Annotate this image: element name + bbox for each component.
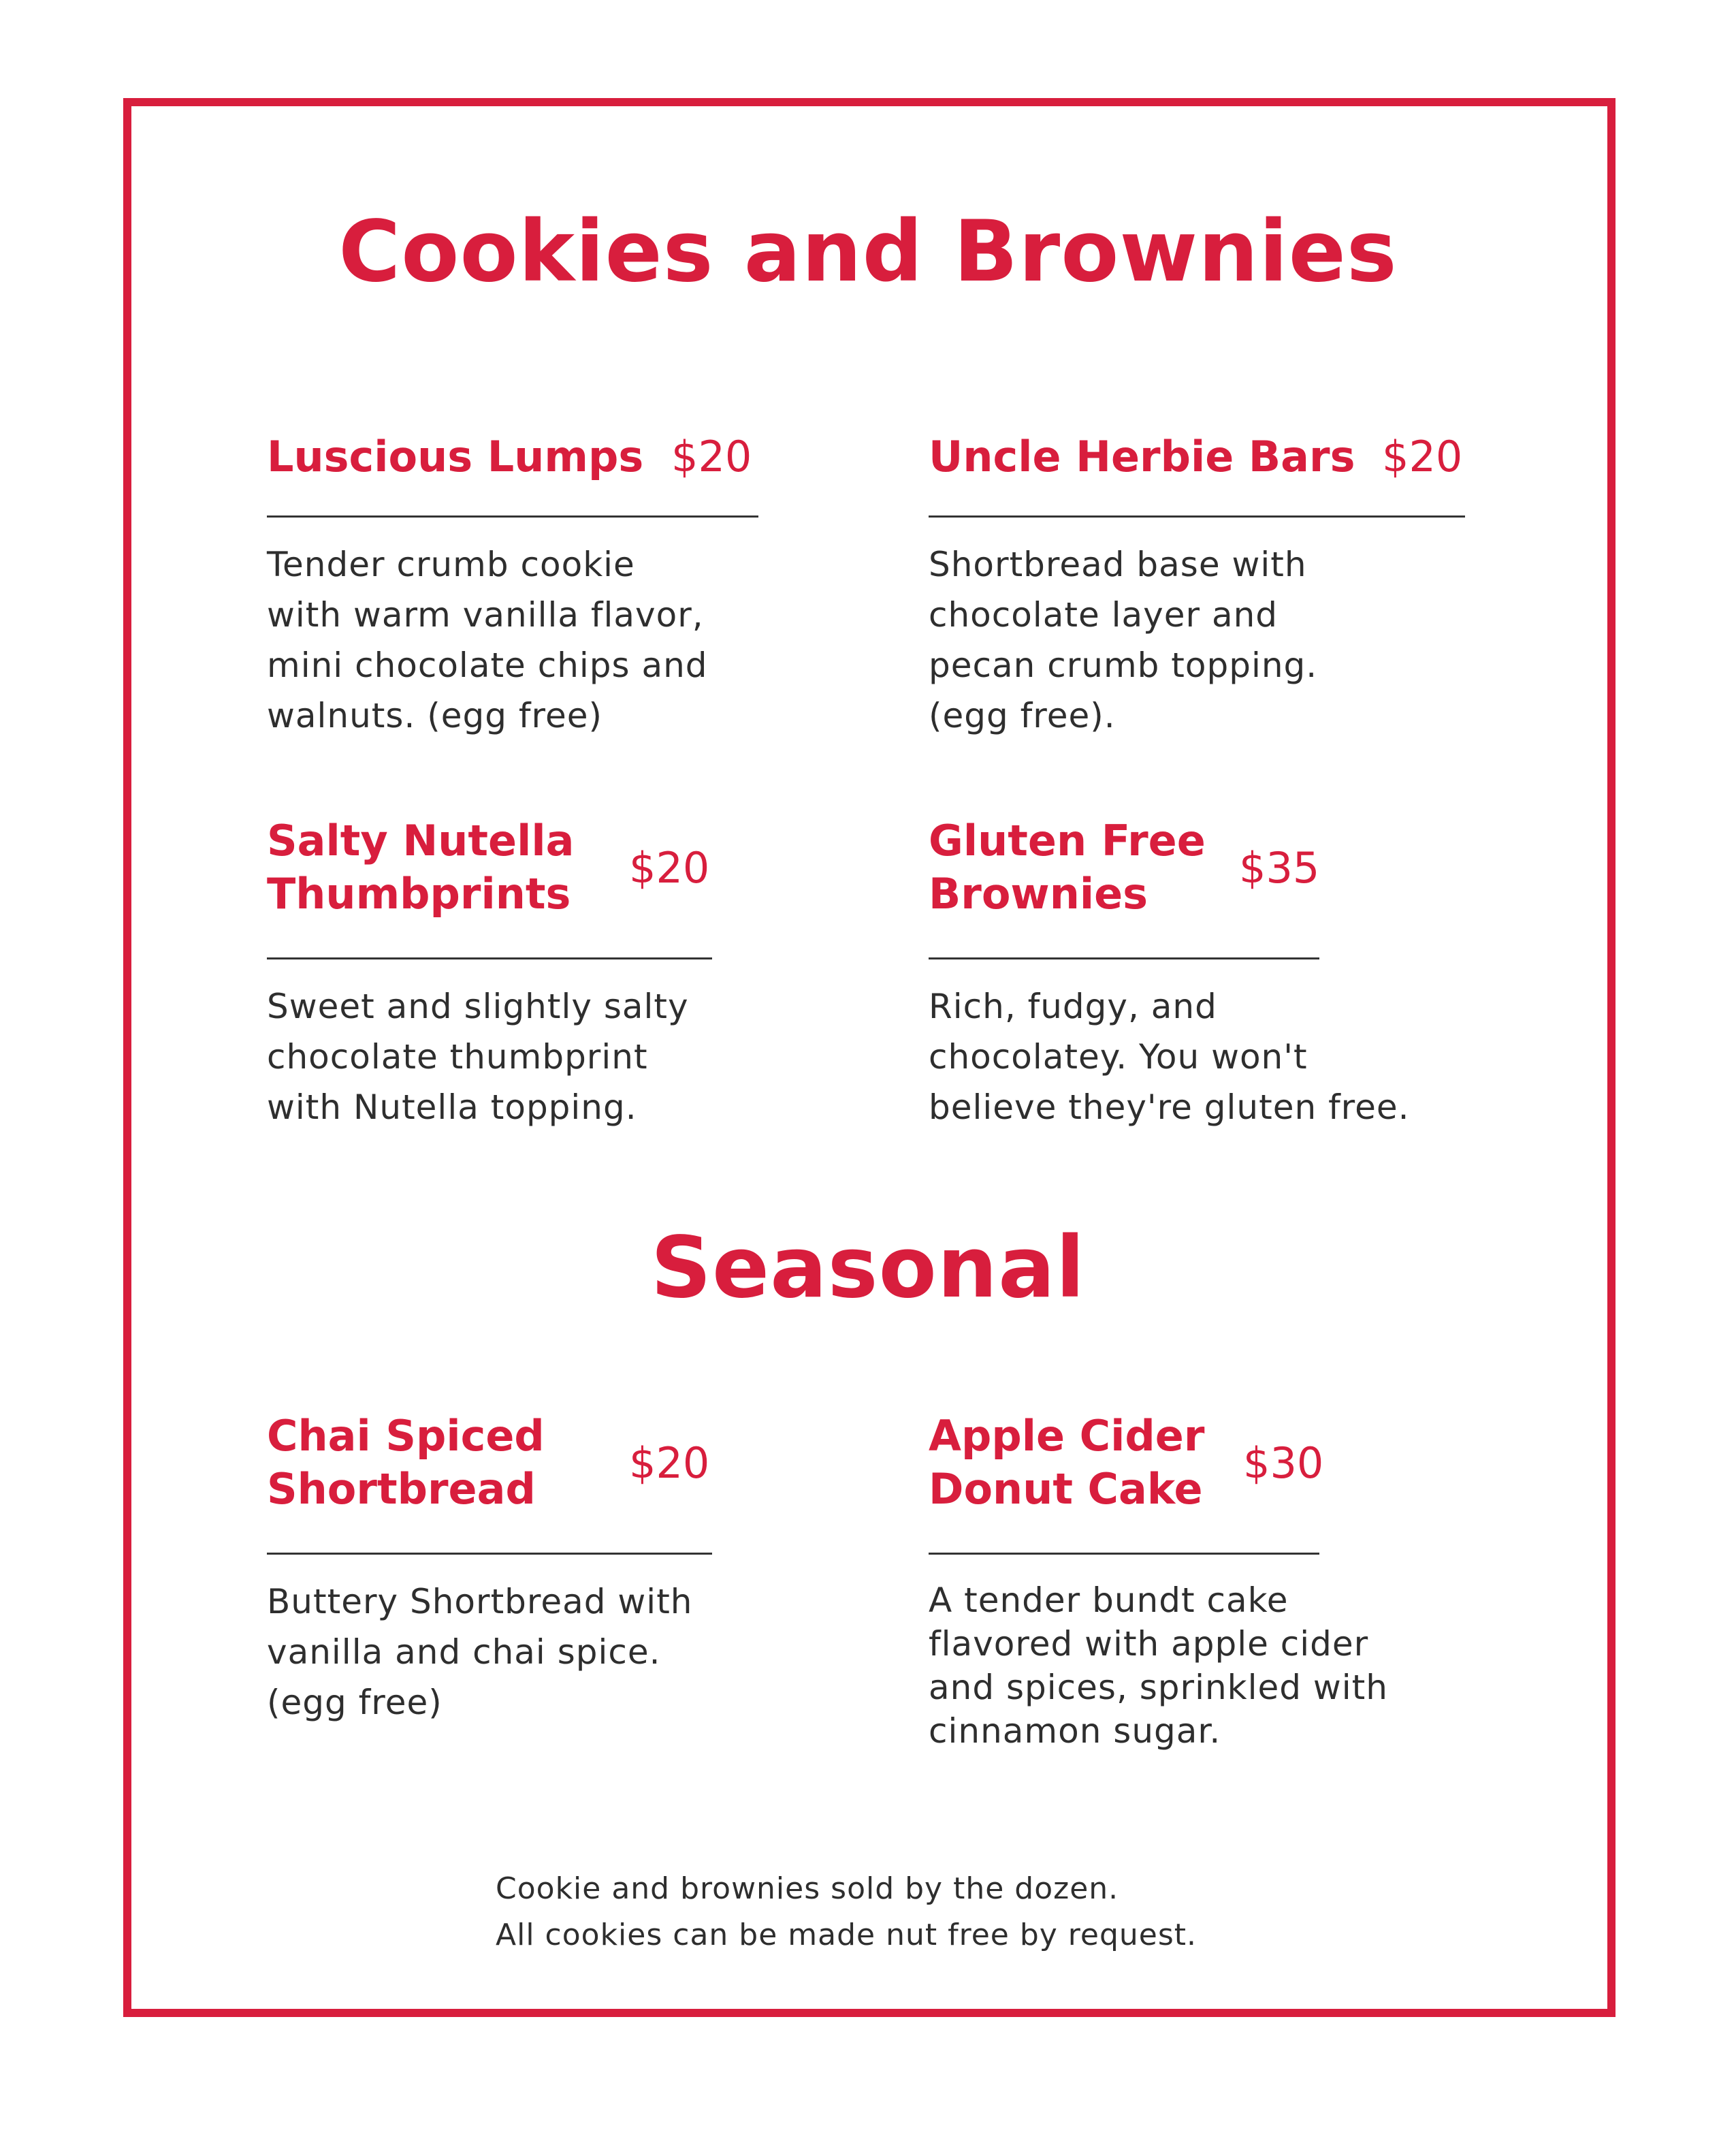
item-name: Salty Nutella Thumbprints	[267, 816, 575, 919]
item-divider	[267, 957, 712, 959]
item-price: $35	[1239, 843, 1320, 893]
section-title-seasonal: Seasonal	[650, 1219, 1086, 1317]
menu-item-salty-nutella-thumbprints	[267, 814, 743, 1141]
item-name: Chai Spiced Shortbread	[267, 1411, 545, 1514]
item-divider	[929, 515, 1465, 518]
item-name: Luscious Lumps	[267, 432, 644, 481]
item-price: $30	[1243, 1438, 1324, 1488]
item-description: Buttery Shortbread with vanilla and chai spice. (egg free)	[267, 1582, 693, 1722]
item-price: $20	[629, 1438, 710, 1488]
item-description: Rich, fudgy, and chocolatey. You won't believe they're gluten free.	[929, 987, 1410, 1127]
item-price: $20	[671, 432, 752, 481]
menu-item-chai-spiced-shortbread	[267, 1410, 743, 1736]
menu-footnote	[496, 1866, 1197, 1958]
item-description: Tender crumb cookie with warm vanilla flavor, mini chocolate chips and walnuts. (egg free)	[267, 545, 708, 735]
item-price: $20	[629, 843, 710, 893]
item-divider	[929, 957, 1319, 959]
footnote-line: All cookies can be made nut free by request.	[496, 1918, 1197, 1952]
item-name: Apple Cider Donut Cake	[929, 1411, 1205, 1514]
item-price: $20	[1382, 432, 1463, 481]
menu-item-apple-cider-donut-cake	[929, 1410, 1473, 1764]
footnote-line: Cookie and brownies sold by the dozen.	[496, 1871, 1119, 1906]
item-divider	[929, 1553, 1319, 1555]
item-name: Gluten Free Brownies	[929, 816, 1206, 919]
menu-item-uncle-herbie-bars	[929, 430, 1473, 744]
menu-item-gluten-free-brownies	[929, 814, 1473, 1141]
item-description: Shortbread base with chocolate layer and pecan crumb topping. (egg free).	[929, 545, 1318, 735]
item-divider	[267, 515, 758, 518]
item-name: Uncle Herbie Bars	[929, 432, 1355, 481]
item-divider	[267, 1553, 712, 1555]
item-description: A tender bundt cake flavored with apple cider and spices, sprinkled with cinnamon sugar.	[929, 1581, 1388, 1751]
section-title-cookies-and-brownies: Cookies and Brownies	[338, 203, 1398, 301]
item-description: Sweet and slightly salty chocolate thumbprint with Nutella topping.	[267, 987, 689, 1127]
menu-item-luscious-lumps	[267, 430, 764, 744]
